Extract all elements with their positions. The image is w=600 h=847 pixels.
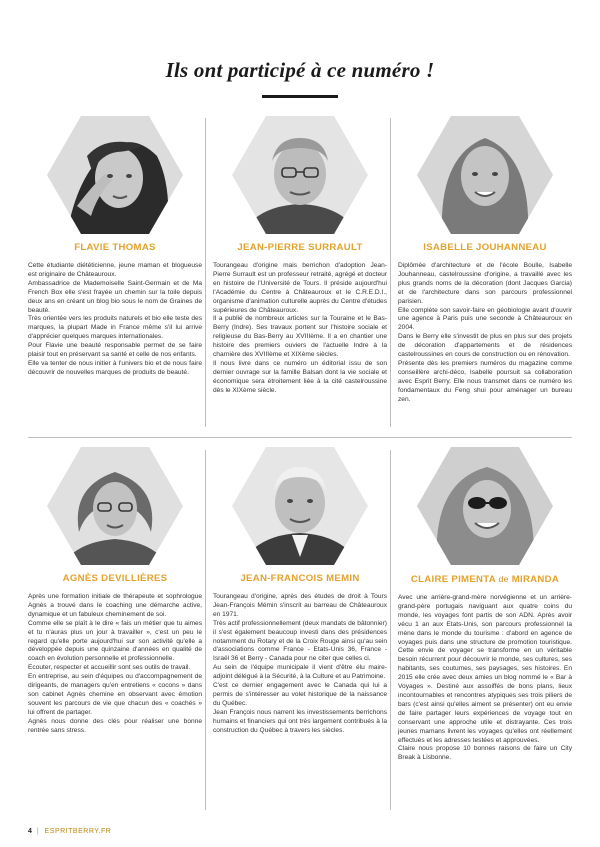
portrait-woman-sunglasses-icon bbox=[417, 447, 553, 565]
contributor-bio: Cette étudiante diététicienne, jeune maman et blogueuse est originaire de Châteauroux. Ambassadrice de Mademoiselle Saint-Germain et de Ma French Box elle s'est frayée un chemin sur la toile depuis deux ans en créant un blog bio sous le nom de Graines de beauté. Très orientée vers les produits naturels et bio elle teste des marques, la plupart Made in France même s'il lui arrive d'apprécier quelques marques internationales. Pour Flavie une beauté responsable permet de se faire plaisir tout en préservant sa santé et celle de nos enfants. Elle va tenter de nous initier à l'univers bio et de nous faire découvrir de nouvelles marques de produits de beauté. bbox=[28, 262, 202, 376]
column-divider bbox=[205, 450, 206, 810]
contributor-name: CLAIRE PIMENTA de MIRANDA bbox=[410, 574, 560, 585]
contributor-bio: Après une formation initiale de thérapeute et sophrologue Agnès a trouvé dans le coaching une démarche active, dynamique et un fabuleux cheminement de soi. Comme elle se plaît à le dire « fais un métier que tu aimes et tu n'auras plus un jour à travailler », c'est un peu le regard qu'elle porte aujourd'hui sur son activité qu'elle a développée depuis une quinzaine d'années en qualité de coach en évolution personnelle et professionnelle. Ecouter, respecter et accueillir sont ses outils de travail. En entreprise, au sein d'équipes ou d'accompagnement de dirigeants, de managers qu'en entretiens « cocons » dans son cabinet Agnès chemine en observant avec émotion souvent les parcours de vie que chacun des « coachés » lui offrent de partager. Agnès nous donne des clés pour réaliser une bonne rentrée sans stress. bbox=[28, 593, 202, 734]
page-title: Ils ont participé à ce numéro ! bbox=[165, 58, 435, 82]
contributor-card-claire-pimenta-de-miranda bbox=[398, 447, 572, 763]
contributor-bio: Diplômée d'architecture et de l'école Boulle, Isabelle Jouhanneau, castelroussine d'origine, a travaillé avec les plus grands noms de la décoration (dont Jacques Garcia) et de l'architecture dans son parcours professionnel parisien. Elle complète son savoir-faire en géobiologie avant d'ouvrir une agence à Paris puis une seconde à Châteauroux en 2004. Dans le Berry elle s'investit de plus en plus sur des projets de décoration d'appartements et de résidences castelroussines en cours de construction ou en rénovation. Présente dès les premiers numéros du magazine comme conseillère archi-déco, Isabelle poursuit sa collaboration avec Esprit Berry. Elle nous transmet dans ce numéro les fondamentaux du Feng shui pour aménager un bureau zen. bbox=[398, 262, 572, 403]
row-divider bbox=[28, 437, 572, 438]
page-number: 4 bbox=[28, 828, 33, 835]
portrait-woman-glasses-curly-hair-icon bbox=[47, 447, 183, 565]
site-link[interactable]: ESPRITBERRY.FR bbox=[44, 828, 112, 835]
page-footer bbox=[28, 828, 111, 835]
contributor-name: ISABELLE JOUHANNEAU bbox=[423, 242, 547, 253]
contributor-card-jean-pierre-surrault bbox=[213, 116, 387, 396]
contributor-name: FLAVIE THOMAS bbox=[74, 242, 156, 253]
portrait-woman-hand-on-head-icon bbox=[47, 116, 183, 234]
contributor-bio: Tourangeau d'origine, après des études de droit à Tours Jean-François Mémin s'inscrit au barreau de Châteauroux en 1971. Très actif professionnellement (deux mandats de bâtonnier) il s'est également beaucoup investi dans des présidences notamment du Rotary et de la Croix Rouge ainsi qu'au sein d'associations comme France - Etats-Unis 36, France - Israël 36 et Berry - Canada pour ne citer que celles ci. Au sein de l'équipe municipale il vient d'être élu maire-adjoint délégué à la Sécurité, à la Culture et au Patrimoine. C'est ce dernier engagement avec le Canada qui lui a permis de s'intéresser au volet historique de la naissance du Québec. Jean François nous narrent les investissements berrichons humains et financiers qui ont très largement contribués à la construction du Québec à travers les siècles. bbox=[213, 593, 387, 734]
title-underline bbox=[262, 95, 338, 98]
column-divider bbox=[390, 450, 391, 810]
contributor-card-isabelle-jouhanneau bbox=[398, 116, 572, 405]
contributor-name: JEAN-PIERRE SURRAULT bbox=[237, 242, 363, 253]
column-divider bbox=[205, 118, 206, 427]
portrait-man-white-hair-suit-icon bbox=[232, 447, 368, 565]
contributor-name: AGNÈS DEVILLIÈRES bbox=[62, 573, 168, 584]
portrait-man-glasses-grey-hair-icon bbox=[232, 116, 368, 234]
contributor-card-flavie-thomas bbox=[28, 116, 202, 378]
footer-separator: | bbox=[36, 828, 40, 835]
contributor-card-jean-francois-memin bbox=[213, 447, 387, 736]
portrait-woman-long-hair-icon bbox=[417, 116, 553, 234]
contributor-card-agnes-devillieres bbox=[28, 447, 202, 736]
contributor-name: JEAN-FRANCOIS MEMIN bbox=[240, 573, 360, 584]
column-divider bbox=[390, 118, 391, 427]
contributor-bio: Avec une arrière-grand-mère norvégienne et un arrière-grand-père portugais naviguant aux quatre coins du monde, les voyages font partis de son ADN. Après avoir vécu 1 an aux Etats-Unis, son parcours professionnel la mène dans le monde du tourisme : d'abord en agence de voyages puis dans une structure de promotion touristique. Cette envie de voyager se transforme en un véritable besoin récurrent pour découvrir le monde, ses cultures, ses habitants, ses coutumes, ses paysages, ses histoires. En 2015 elle crée avec deux amies un blog nommé le « Bar à Voyages ». Destiné aux assoiffés de bons plans, lieux incontournables et rencontres atypiques ses trois piliers de bars (c'est ainsi qu'elles aiment se présenter) ont eu envie de faire partager leurs expériences de voyage tout en conservant une approche utile et distrayante. Ces trois jeunes mamans livrent les voyages qu'elles ont réellement effectués et les adresses testées et approuvées. Claire nous propose 10 bonnes raisons de faire un City Break à Lisbonne. bbox=[398, 594, 572, 762]
contributor-bio: Tourangeau d'origine mais berrichon d'adoption Jean-Pierre Surrault est un professeur retraité, agrégé et docteur en histoire de l'Université de Tours. Il préside aujourd'hui l'Académie du Centre à Châteauroux et le C.R.E.D.I., organisme d'animation culturelle auprès du Centre d'études supérieures de Châteauroux. Il a publié de nombreux articles sur la Touraine et le Bas-Berry (Indre). Ses travaux portent sur l'histoire sociale et religieuse du Bas-Berry au XVIIIème. Il a en chantier une histoire des premiers ouviers de l'actuelle Indre à la charnière des XVIIIème et XIXème siècles. Il nous livre dans ce numéro un éditorial issu de son dernier ouvrage sur la famille Balsan dont la vie sociale et économique sera étroitement liée à la cité castelroussine dès le XIXème siècle. bbox=[213, 262, 387, 394]
